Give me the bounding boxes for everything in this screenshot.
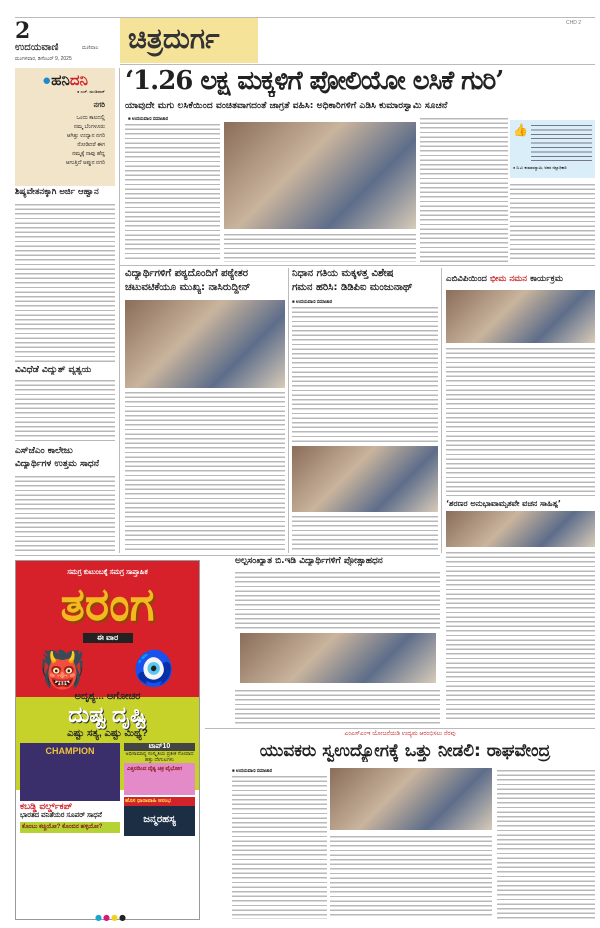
poem-line: ಒಂದು ಕಾಲದಲ್ಲಿ [76, 115, 105, 121]
poem-line: ಆಗುತ್ತಿದೆ ಅಪ್ಪುನ ನಗರಿ [65, 160, 105, 166]
article-body [497, 768, 595, 919]
taranga-ad[interactable] [15, 560, 200, 920]
lead-subhead: ಯಾವುದೇ ಮಗು ಲಸಿಕೆಯಿಂದ ವಂಚಿತವಾಗದಂತೆ ಜಾಗ್ರತೆ ವಹಿಸಿ: ಅಧಿಕಾರಿಗಳಿಗೆ ಎಡಿಸಿ ಕುಮಾರಸ್ವಾಮಿ ಸೂಚನೆ [125, 101, 448, 111]
hanidani-author: ● ಎಚ್. ಡುಂಡಿರಾಜ್ [77, 89, 105, 94]
story-1-headline: ವಿದ್ಯಾರ್ಥಿಗಳಿಗೆ ಪಠ್ಯದೊಂದಿಗೆ ಪಠ್ಯೇತರ [125, 268, 249, 279]
page-number: 2 [15, 18, 31, 44]
story-5-headline: ಅಲ್ಪಸಂಖ್ಯಾತ ಬಿ.ಇಡಿ ವಿದ್ಯಾರ್ಥಿಗಳಿಗೆ ಪ್ರೋತ್ಸಾಹಧನ [235, 556, 383, 566]
hanidani-title-a: ಹನಿ [51, 72, 70, 89]
ad-champion: CHAMPION [20, 743, 120, 801]
ad-tagline: ಸಮಗ್ರ ಕುಟುಂಬಕ್ಕೆ ಸಮಗ್ರ ಸಾಪ್ತಾಹಿಕ [67, 569, 148, 576]
ad-kabaddi-sub: ಭಾರತದ ವನಿತೆಯರ ಸೂಪರ್ ಸಾಧನೆ [20, 812, 102, 819]
ad-question: ಕೊಂಬು ಕಚ್ಚಿಯೋ? ಕೊಂಬಿನ ಹಳ್ಳಿಯೋ? [20, 822, 120, 833]
edition-tag: ಮಣಿಪಾಲ [82, 45, 99, 51]
registration-marks: ●●●● [95, 913, 127, 922]
left-headline-3a: ಎಸ್‌ಜೆಎಂ ಕಾಲೇಜು [15, 446, 73, 456]
quote-box [510, 120, 595, 178]
left-headline-3b: ವಿದ್ಯಾರ್ಥಿಗಳ ಉತ್ತಮ ಸಾಧನೆ [15, 459, 100, 469]
article-body [420, 116, 508, 262]
story-1-headline-2: ಚಟುವಟಿಕೆಯೂ ಮುಖ್ಯ: ನಾಸಿರುದ್ದೀನ್ [125, 282, 251, 293]
byline: ■ ಉದಯವಾಣಿ ಸಮಾಚಾರ [292, 299, 333, 304]
hanidani-box: ●ಹನಿದನಿ ● ಎಚ್. ಡುಂಡಿರಾಜ್ ನಗರಿ ಒಂದು ಕಾಲದಲ್ಲಿ ನಮ್ಮ ಬೆಂಗಳೂರು ಆಗಿತ್ತು ಉದ್ಯಾನ ನಗರಿ ನೋಡಿದರೆ ಈಗ ನಮ್ಮಕ್ಕೆ ನಾವು ಹೆದ್ದ ಆಗುತ್ತಿದೆ ಅಪ್ಪುನ ನಗರಿ [15, 68, 115, 186]
poem-line: ನಮ್ಮ ಬೆಂಗಳೂರು [73, 124, 105, 130]
ad-kabaddi: ಕಬಡ್ಡಿ ವರ್ಲ್ಡ್‌ಕಪ್ [20, 801, 73, 811]
poem-line: ಆಗಿತ್ತು ಉದ್ಯಾನ ನಗರಿ [66, 133, 105, 139]
story-3-photo [446, 290, 595, 343]
rule [205, 728, 595, 729]
lead-photo [224, 122, 416, 229]
quote-text [531, 123, 592, 163]
photo-caption [224, 232, 416, 262]
mask-icon: 👹 [39, 650, 85, 691]
ad-line3: ಎಷ್ಟು ಸತ್ಯ, ಎಷ್ಟು ಮಿಥ್ಯ? [67, 728, 148, 739]
story-3-headline [446, 275, 563, 285]
article-body [15, 474, 115, 554]
story-2-headline: ನಿಧಾನ ಗತಿಯ ಮಕ್ಕಳತ್ತ ವಿಶೇಷ [292, 268, 394, 279]
story-6-photo [330, 768, 492, 830]
story-1-photo [125, 300, 285, 388]
left-headline-2: ವಿವಿಧೆಡೆ ವಿದ್ಯುತ್ ವ್ಯತ್ಯಯ [15, 365, 92, 375]
date: ಮಂಗಳವಾರ, ಡಿಸೆಂಬರ್ 9, 2025 [15, 56, 72, 62]
article-body [232, 774, 327, 919]
article-body [292, 514, 438, 552]
ad-day: ಈ ವಾರ [83, 633, 133, 643]
ad-brand: ತರಂಗ [60, 578, 155, 630]
top-rule [15, 17, 595, 18]
article-body [292, 305, 438, 443]
evil-eye-icon: 🧿 [132, 649, 176, 689]
ad-line2: ದುಷ್ಟ ದೃಷ್ಟಿ [68, 702, 147, 727]
article-body [15, 378, 115, 444]
column-divider [288, 268, 289, 553]
section-title: ಚಿತ್ರದುರ್ಗ [120, 18, 258, 63]
ad-wheel: ಎತ್ತರದಿಂದ ದೈತ್ಯ ಚಕ್ರ ವೈಭೋಗ [124, 763, 195, 795]
paper-name: ಉದಯವಾಣಿ [15, 42, 59, 53]
story-2-headline-2: ಗಮನ ಹರಿಸಿ: ಡಿಡಿಪಿಐ ಮಂಜುನಾಥ್ [292, 282, 413, 293]
ad-line1: ಅದೃಶ್ಯ... ಅಗೋಚರ [74, 691, 141, 702]
story-6-headline: ಯುವಕರು ಸ್ವಉದ್ಯೋಗಕ್ಕೆ ಒತ್ತು ನೀಡಲಿ: ರಾಘವೇಂದ್ರ [259, 742, 551, 761]
poem [15, 114, 115, 168]
headline-part: ಎಬಿವಿಪಿಯಿಂದ [446, 275, 490, 284]
column-divider [119, 68, 120, 553]
kicker: ಎಂಎಸ್‌ಎಂಇ ಯೋಜನೆಯಡಿ ಉದ್ಯಮ ಆರಂಭಿಸಲು ನೆರವು [344, 731, 456, 737]
column-divider [441, 268, 442, 553]
story-4-headline: ‘ಶರಣರ ಅನುಭಾವಾಮೃತವೇ ವಚನ ಸಾಹಿತ್ಯ’ [446, 499, 561, 508]
byline: ■ ಉದಯವಾಣಿ ಸಮಾಚಾರ [232, 768, 273, 773]
ad-top10-sub: ಅಧಿಸಾಮಾನ್ಯ ಸಂಸ್ಕೃತಿಯ ಪ್ರತೀಕ ಗೋವಾದ ಹತ್ತು ದೇಗುಲಗಳು [125, 751, 194, 763]
article-body [446, 346, 595, 496]
hanidani-title-b: ದನಿ [69, 72, 88, 89]
article-body [510, 182, 595, 262]
lead-headline: ‘1.26 ಲಕ್ಷ ಮಕ್ಕಳಿಗೆ ಪೋಲಿಯೋ ಲಸಿಕೆ ಗುರಿ’ [125, 66, 504, 96]
article-body [15, 202, 115, 362]
page-code: CHD 2 [566, 20, 582, 26]
byline: ■ ಉದಯವಾಣಿ ಸಮಾಚಾರ [128, 116, 169, 121]
article-body [125, 122, 220, 262]
story-2-photo [292, 446, 438, 512]
article-body [235, 570, 440, 630]
thumbs-up-icon: 👍 [513, 123, 528, 137]
poem-line: ನೋಡಿದರೆ ಈಗ [77, 142, 105, 148]
rule [120, 64, 595, 65]
photo-caption [235, 688, 440, 724]
headline-part: ಕಾರ್ಯಕ್ರಮ [527, 275, 564, 284]
quote-author: ● ಬಿ.ಟಿ. ಕುಮಾರಸ್ವಾಮಿ, ಅಪರ ಜಿಲ್ಲಾಧಿಕಾರಿ [513, 166, 567, 170]
headline-highlight: ಭೀಮ ನಮನ [489, 275, 528, 284]
rule [120, 265, 595, 266]
ad-serial: ಹೊಸ ಧಾರಾವಾಹಿ ಆರಂಭ [124, 797, 195, 806]
story-4-photo [446, 511, 595, 547]
left-headline-1: ಶಿಷ್ಯವೇತನಕ್ಕಾಗಿ ಅರ್ಜಿ ಆಹ್ವಾನ [15, 188, 99, 197]
poem-line: ನಮ್ಮಕ್ಕೆ ನಾವು ಹೆದ್ದ [72, 151, 105, 157]
article-body [330, 834, 492, 919]
story-5-photo [240, 633, 436, 683]
article-body [446, 550, 595, 720]
ad-top10: ಟಾಪ್10 [124, 743, 195, 751]
poem-title: ನಗರಿ [93, 102, 105, 109]
article-body [125, 390, 285, 550]
ad-serial-name: ಜನ್ಮರಹಸ್ಯ [124, 806, 195, 836]
